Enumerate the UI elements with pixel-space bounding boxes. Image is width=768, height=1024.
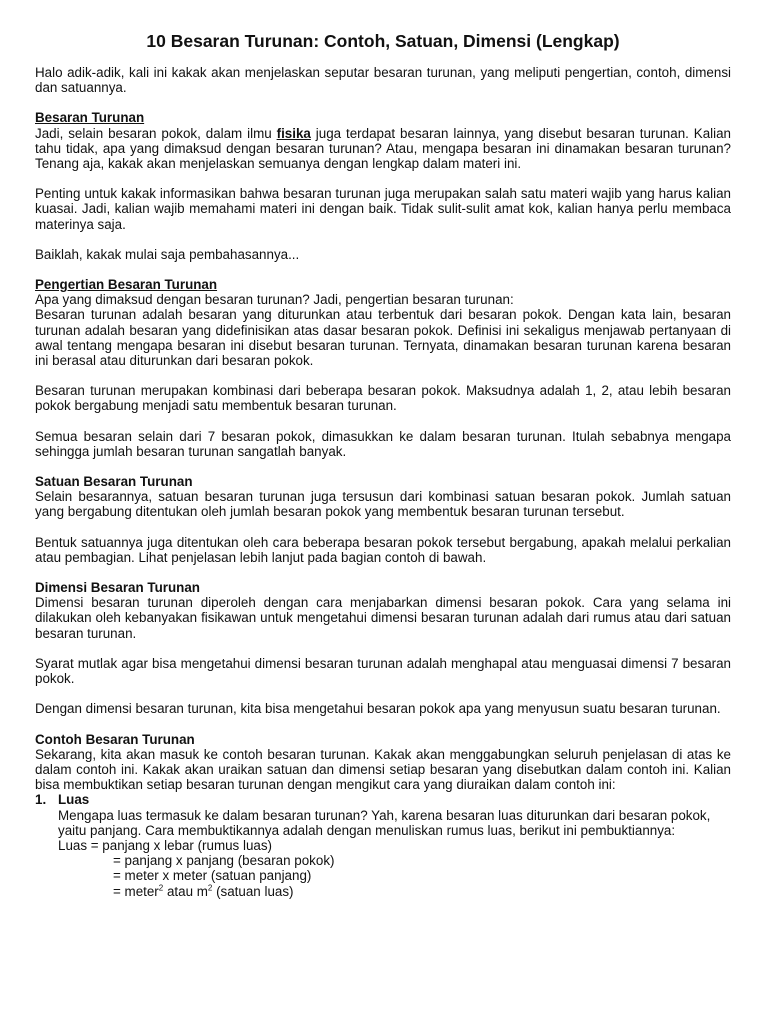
list-item-body [35, 808, 731, 899]
paragraph: Dimensi besaran turunan diperoleh dengan cara menjabarkan dimensi besaran pokok. Cara yang selama ini dilakukan oleh kebanyakan fisikawan untuk mengetahui dimensi besaran turunan adalah dari rumus atau dari satuan besaran turunan. [35, 595, 731, 641]
section-heading-pengertian: Pengertian Besaran Turunan [35, 277, 218, 293]
section-heading-contoh: Contoh Besaran Turunan [35, 731, 195, 747]
document-title: 10 Besaran Turunan: Contoh, Satuan, Dimensi (Lengkap) [146, 31, 620, 51]
paragraph: Penting untuk kakak informasikan bahwa besaran turunan juga merupakan salah satu materi wajib yang harus kalian kuasai. Jadi, kalian wajib memahami materi ini dengan baik. Tidak sulit-sulit amat kok, kalian hanya perlu membaca materinya saja. [35, 186, 731, 232]
list-item-luas [35, 792, 731, 807]
paragraph: Mengapa luas termasuk ke dalam besaran turunan? Yah, karena besaran luas diturunkan dari besaran pokok, yaitu panjang. Cara membuktikannya adalah dengan menuliskan rumus luas, berikut ini pembuktiannya: [58, 807, 711, 838]
intro-paragraph: Halo adik-adik, kali ini kakak akan menjelaskan seputar besaran turunan, yang meliputi pengertian, contoh, dimensi dan satuannya. [35, 65, 731, 96]
section-heading-besaran-turunan: Besaran Turunan [35, 110, 145, 126]
paragraph: Besaran turunan merupakan kombinasi dari beberapa besaran pokok. Maksudnya adalah 1, 2, atau lebih besaran pokok bergabung menjadi satu membentuk besaran turunan. [35, 383, 731, 414]
paragraph: Bentuk satuannya juga ditentukan oleh cara beberapa besaran pokok tersebut bergabung, apakah melalui perkalian atau pembagian. Lihat penjelasan lebih lanjut pada bagian contoh di bawah. [35, 534, 731, 565]
formula-line: = panjang x panjang (besaran pokok) [113, 853, 335, 869]
paragraph: Baiklah, kakak mulai saja pembahasannya... [35, 246, 300, 262]
formula-line: = meter$^2$ atau $m^2$ (satuan luas) [113, 883, 294, 899]
formula-line: = meter x meter (satuan panjang) [113, 868, 312, 884]
fisika-link[interactable]: fisika [276, 125, 311, 141]
list-item-label: Luas [58, 792, 90, 808]
paragraph: Semua besaran selain dari 7 besaran pokok, dimasukkan ke dalam besaran turunan. Itulah sebabnya mengapa sehingga jumlah besaran turunan sangatlah banyak. [35, 428, 731, 459]
paragraph: Jadi, selain besaran pokok, dalam ilmu fisika juga terdapat besaran lainnya, yang disebut besaran turunan. Kalian tahu tidak, apa yang dimaksud dengan besaran turunan? Atau, mengapa besaran ini dinamakan besaran turunan? Tenang aja, kakak akan menjelaskan semuanya dengan lengkap dalam materi ini. [35, 125, 732, 172]
section-heading-satuan: Satuan Besaran Turunan [35, 474, 193, 490]
paragraph: Besaran turunan adalah besaran yang diturunkan atau terbentuk dari besaran pokok. Dengan kata lain, besaran turunan adalah besaran yang didefinisikan atas dasar besaran pokok. Definisi ini sekaligus menjawab pertanyaan di awal tentang mengapa besaran ini disebut besaran turunan. Ternyata, dinamakan besaran turunan karena besaran ini berasal atau diturunkan dari besaran pokok. [35, 307, 731, 369]
paragraph: Selain besarannya, satuan besaran turunan juga tersusun dari kombinasi satuan besaran pokok. Jumlah satuan yang bergabung ditentukan oleh jumlah besaran pokok yang membentuk besaran turunan tersebut. [35, 489, 731, 520]
paragraph: Syarat mutlak agar bisa mengetahui dimensi besaran turunan adalah menghapal atau menguasai dimensi 7 besaran pokok. [35, 655, 731, 687]
paragraph: Dengan dimensi besaran turunan, kita bisa mengetahui besaran pokok apa yang menyusun suatu besaran turunan. [35, 701, 721, 717]
paragraph: Sekarang, kita akan masuk ke contoh besaran turunan. Kakak akan menggabungkan seluruh penjelasan di atas ke dalam contoh ini. Kakak akan uraikan satuan dan dimensi setiap besaran yang disebutkan dalam contoh ini. Kalian bisa membuktikan setiap besaran turunan dengan mengikut cara yang diuraikan dalam contoh ini: [35, 746, 731, 793]
formula-line: Luas = panjang x lebar (rumus luas) [58, 837, 272, 853]
list-number: 1. [35, 792, 47, 808]
section-heading-dimensi: Dimensi Besaran Turunan [35, 580, 200, 596]
paragraph: Apa yang dimaksud dengan besaran turunan? Jadi, pengertian besaran turunan: [35, 292, 514, 308]
